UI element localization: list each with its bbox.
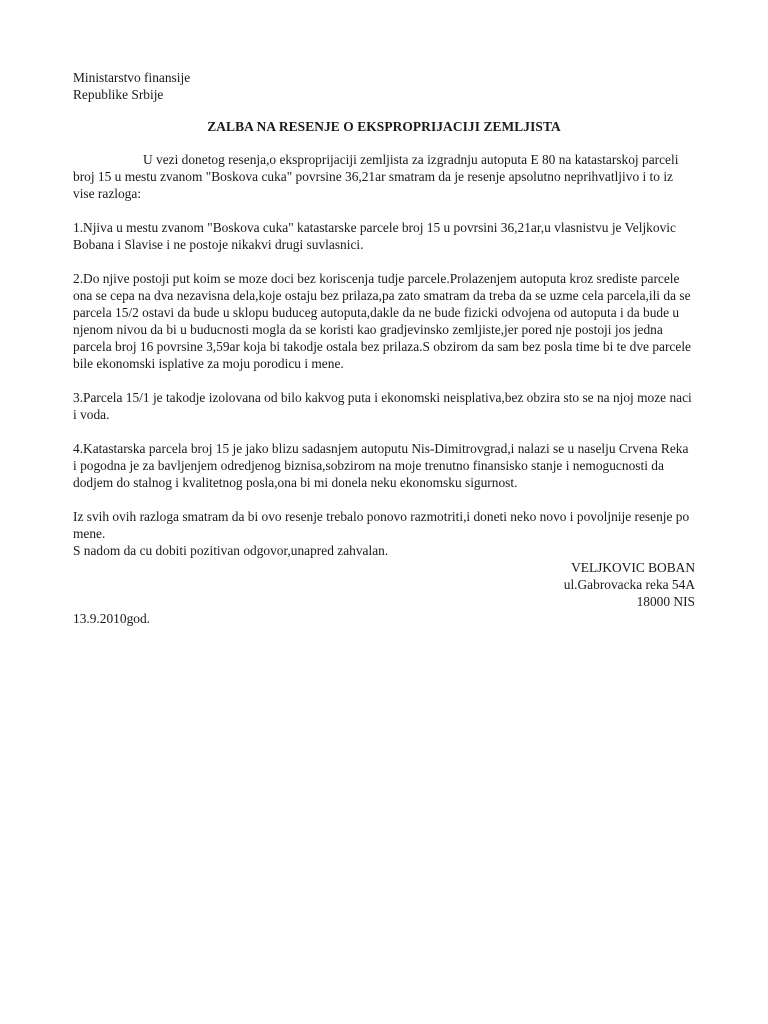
closing-line-2: S nadom da cu dobiti pozitivan odgovor,unapred zahvalan. xyxy=(73,543,389,558)
signature-street: ul.Gabrovacka reka 54A xyxy=(563,577,695,592)
document-date: 13.9.2010god. xyxy=(73,611,150,626)
paragraph-3: 3.Parcela 15/1 je takodje izolovana od bilo kakvog puta i ekonomski neisplativa,bez obzira sto se na njoj moze naci i voda. xyxy=(73,390,692,422)
document-title: ZALBA NA RESENJE O EKSPROPRIJACIJI ZEMLJISTA xyxy=(207,119,561,134)
closing-line-1: Iz svih ovih razloga smatram da bi ovo resenje trebalo ponovo razmotriti,i doneti neko novo i povoljnije resenje po mene. xyxy=(73,509,690,541)
signature-name: VELJKOVIC BOBAN xyxy=(571,560,695,575)
recipient-line-1: Ministarstvo finansije xyxy=(73,70,191,85)
signature-city: 18000 NIS xyxy=(636,594,695,609)
intro-paragraph: U vezi donetog resenja,o eksproprijaciji zemljista za izgradnju autoputa E 80 na katastarskoj parceli broj 15 u mestu zvanom "Boskova cuka" povrsine 36,21ar smatram da je resenje apsolutno neprihvatljivo i to iz vise razloga: xyxy=(73,152,679,201)
closing-block xyxy=(73,508,695,559)
document-page xyxy=(73,69,695,627)
paragraph-4: 4.Katastarska parcela broj 15 je jako blizu sadasnjem autoputu Nis-Dimitrovgrad,i nalazi se u naselju Crvena Reka i pogodna je za bavljenjem odredjenog biznisa,sobzirom na moje trenutno finansisko stanje i nemogucnosti da dodjem do stalnog i kvalitetnog posla,ona bi mi donela neku ekonomsku sigurnost. xyxy=(73,441,689,490)
signature-block xyxy=(73,559,695,610)
paragraph-1: 1.Njiva u mestu zvanom "Boskova cuka" katastarske parcele broj 15 u povrsini 36,21ar,u vlasnistvu je Veljkovic Bobana i Slavise i ne postoje nikakvi drugi suvlasnici. xyxy=(73,220,676,252)
recipient-block xyxy=(73,69,695,103)
paragraph-2: 2.Do njive postoji put koim se moze doci bez koriscenja tudje parcele.Prolazenjem autoputa kroz srediste parcele ona se cepa na dva nezavisna dela,koje ostaju bez prilaza,pa zato smatram da treba da se uzme cela parcela,ili da se parcela 15/2 ostavi da bude u sklopu buduceg autoputa,dakle da ne bude fizicki odvojena od autoputa i da bude u njenom nivou da bi u buducnosti mogla da se koristi kao gradjevinsko zemljiste,jer pored nje postoji jos jedna parcela broj 16 povrsine 3,59ar koja bi takodje ostala bez prilaza.S obzirom da sam bez posla time bi te dve parcele bile ekonomski isplative za moju porodicu i mene. xyxy=(73,271,691,371)
recipient-line-2: Republike Srbije xyxy=(73,87,164,102)
